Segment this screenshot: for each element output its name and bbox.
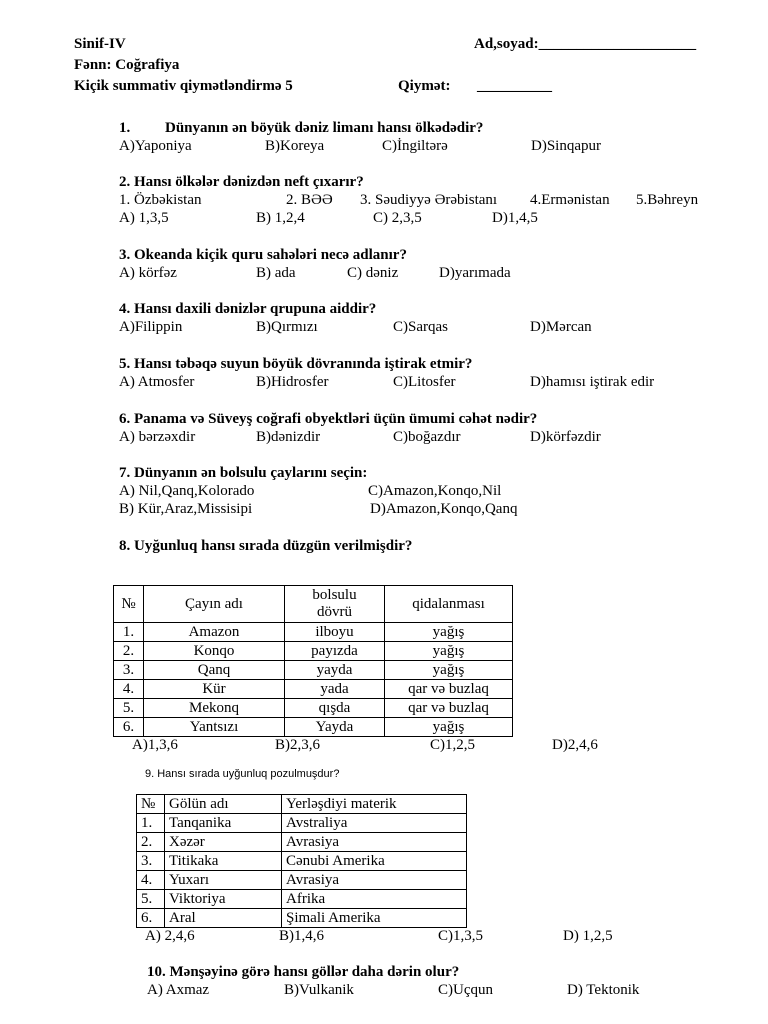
rivers-table	[113, 585, 513, 737]
cell: Konqo	[144, 642, 285, 661]
q4-option-d: D)Mərcan	[530, 319, 592, 335]
cell: 1.	[114, 623, 144, 642]
cell: Avrasiya	[282, 833, 467, 852]
question-4-text: 4. Hansı daxili dənizlər qrupuna aiddir?	[119, 301, 377, 317]
q9-option-c: C)1,3,5	[438, 928, 483, 944]
cell: Viktoriya	[165, 890, 282, 909]
q2-item-5: 5.Bəhreyn	[636, 192, 699, 208]
question-9-text: 9. Hansı sırada uyğunluq pozulmuşdur?	[145, 768, 340, 780]
cell: yağış	[385, 642, 513, 661]
q1-option-d: D)Sinqapur	[531, 138, 601, 154]
q10-option-c: C)Uçqun	[438, 982, 493, 998]
grade-label: Sinif-IV	[74, 36, 126, 52]
q2-option-d: D)1,4,5	[492, 210, 538, 226]
q9-option-d: D) 1,2,5	[563, 928, 613, 944]
question-5-text: 5. Hansı təbəqə suyun böyük dövranında iştirak etmir?	[119, 356, 473, 372]
cell: yada	[285, 680, 385, 699]
table-row	[137, 852, 467, 871]
q2-option-a: A) 1,3,5	[119, 210, 169, 226]
q2-option-c: C) 2,3,5	[373, 210, 422, 226]
question-8-text: 8. Uyğunluq hansı sırada düzgün verilmişdir?	[119, 538, 413, 554]
header-high-water-period: bolsulu dövrü	[285, 586, 385, 623]
cell: ilboyu	[285, 623, 385, 642]
table-row	[114, 642, 513, 661]
table-row	[114, 699, 513, 718]
header-continent: Yerləşdiyi materik	[282, 795, 467, 814]
q3-option-d: D)yarımada	[439, 265, 511, 281]
cell: 4.	[114, 680, 144, 699]
cell: yağış	[385, 718, 513, 737]
q2-item-2: 2. BƏƏ	[286, 192, 333, 208]
table-row	[114, 661, 513, 680]
q8-option-a: A)1,3,6	[132, 737, 178, 753]
q5-option-c: C)Litosfer	[393, 374, 456, 390]
header-number: №	[137, 795, 165, 814]
cell: Yuxarı	[165, 871, 282, 890]
q10-option-b: B)Vulkanik	[284, 982, 354, 998]
q3-option-a: A) körfəz	[119, 265, 177, 281]
q7-option-c: C)Amazon,Konqo,Nil	[368, 483, 502, 499]
q1-option-a: A)Yaponiya	[119, 138, 192, 154]
question-1-text: Dünyanın ən böyük dəniz limanı hansı ölkədədir?	[165, 120, 484, 136]
header-feeding: qidalanması	[385, 586, 513, 623]
q5-option-b: B)Hidrosfer	[256, 374, 329, 390]
cell: Avrasiya	[282, 871, 467, 890]
cell: Amazon	[144, 623, 285, 642]
cell: yağış	[385, 623, 513, 642]
q6-option-b: B)dənizdir	[256, 429, 321, 445]
cell: 3.	[114, 661, 144, 680]
q6-option-d: D)körfəzdir	[530, 429, 601, 445]
table-row	[114, 680, 513, 699]
q6-option-c: C)boğazdır	[393, 429, 461, 445]
score-blank: __________	[477, 78, 552, 94]
cell: Şimali Amerika	[282, 909, 467, 928]
header-number: №	[114, 586, 144, 623]
cell: 6.	[114, 718, 144, 737]
question-10-text: 10. Mənşəyinə görə hansı göllər daha dərin olur?	[147, 964, 460, 980]
q2-option-b: B) 1,2,4	[256, 210, 305, 226]
cell: 5.	[137, 890, 165, 909]
q3-option-b: B) ada	[256, 265, 296, 281]
table-row	[137, 890, 467, 909]
test-title: Kiçik summativ qiymətləndirmə 5	[74, 78, 293, 94]
subject-label: Fənn: Coğrafiya	[74, 57, 180, 73]
question-7-text: 7. Dünyanın ən bolsulu çaylarını seçin:	[119, 465, 368, 481]
q10-option-a: A) Axmaz	[147, 982, 210, 998]
cell: Yantsızı	[144, 718, 285, 737]
cell: yağış	[385, 661, 513, 680]
lakes-table	[136, 794, 467, 928]
question-6-text: 6. Panama və Süveyş coğrafi obyektləri üçün ümumi cəhət nədir?	[119, 411, 538, 427]
q1-option-c: C)İngiltərə	[382, 138, 448, 154]
cell: Cənubi Amerika	[282, 852, 467, 871]
score-label: Qiymət:	[398, 78, 451, 94]
q4-option-c: C)Sarqas	[393, 319, 448, 335]
cell: Yayda	[285, 718, 385, 737]
question-2-text: 2. Hansı ölkələr dənizdən neft çıxarır?	[119, 174, 364, 190]
q2-item-4: 4.Ermənistan	[530, 192, 610, 208]
cell: 2.	[137, 833, 165, 852]
header-river-name: Çayın adı	[144, 586, 285, 623]
table-header-row	[114, 586, 513, 623]
table-header-row	[137, 795, 467, 814]
table-row	[137, 871, 467, 890]
cell: qışda	[285, 699, 385, 718]
cell: 3.	[137, 852, 165, 871]
cell: 5.	[114, 699, 144, 718]
header-lake-name: Gölün adı	[165, 795, 282, 814]
cell: Tanqanika	[165, 814, 282, 833]
q2-item-3: 3. Səudiyyə Ərəbistanı	[360, 192, 498, 208]
cell: Aral	[165, 909, 282, 928]
q7-option-a: A) Nil,Qanq,Kolorado	[119, 483, 255, 499]
cell: Mekonq	[144, 699, 285, 718]
q6-option-a: A) bərzəxdir	[119, 429, 196, 445]
cell: Avstraliya	[282, 814, 467, 833]
q1-option-b: B)Koreya	[265, 138, 325, 154]
question-1-number: 1.	[119, 120, 131, 136]
cell: 4.	[137, 871, 165, 890]
q2-item-1: 1. Özbəkistan	[119, 192, 202, 208]
q5-option-a: A) Atmosfer	[119, 374, 195, 390]
table-row	[114, 718, 513, 737]
cell: Titikaka	[165, 852, 282, 871]
q10-option-d: D) Tektonik	[567, 982, 640, 998]
name-field-label: Ad,soyad:_____________________	[474, 36, 697, 52]
cell: qar və buzlaq	[385, 680, 513, 699]
q8-option-c: C)1,2,5	[430, 737, 475, 753]
cell: Afrika	[282, 890, 467, 909]
cell: 6.	[137, 909, 165, 928]
q9-option-b: B)1,4,6	[279, 928, 324, 944]
cell: Xəzər	[165, 833, 282, 852]
q8-option-d: D)2,4,6	[552, 737, 598, 753]
cell: Kür	[144, 680, 285, 699]
q9-option-a: A) 2,4,6	[145, 928, 195, 944]
table-row	[137, 814, 467, 833]
cell: Qanq	[144, 661, 285, 680]
q5-option-d: D)hamısı iştirak edir	[530, 374, 655, 390]
table-row	[137, 833, 467, 852]
q7-option-d: D)Amazon,Konqo,Qanq	[370, 501, 518, 517]
question-3-text: 3. Okeanda kiçik quru sahələri necə adlanır?	[119, 247, 407, 263]
q8-option-b: B)2,3,6	[275, 737, 320, 753]
q7-option-b: B) Kür,Araz,Missisipi	[119, 501, 253, 517]
cell: 2.	[114, 642, 144, 661]
cell: 1.	[137, 814, 165, 833]
cell: qar və buzlaq	[385, 699, 513, 718]
q3-option-c: C) dəniz	[347, 265, 399, 281]
q4-option-b: B)Qırmızı	[256, 319, 318, 335]
cell: yayda	[285, 661, 385, 680]
q4-option-a: A)Filippin	[119, 319, 183, 335]
table-row	[114, 623, 513, 642]
cell: payızda	[285, 642, 385, 661]
table-row	[137, 909, 467, 928]
